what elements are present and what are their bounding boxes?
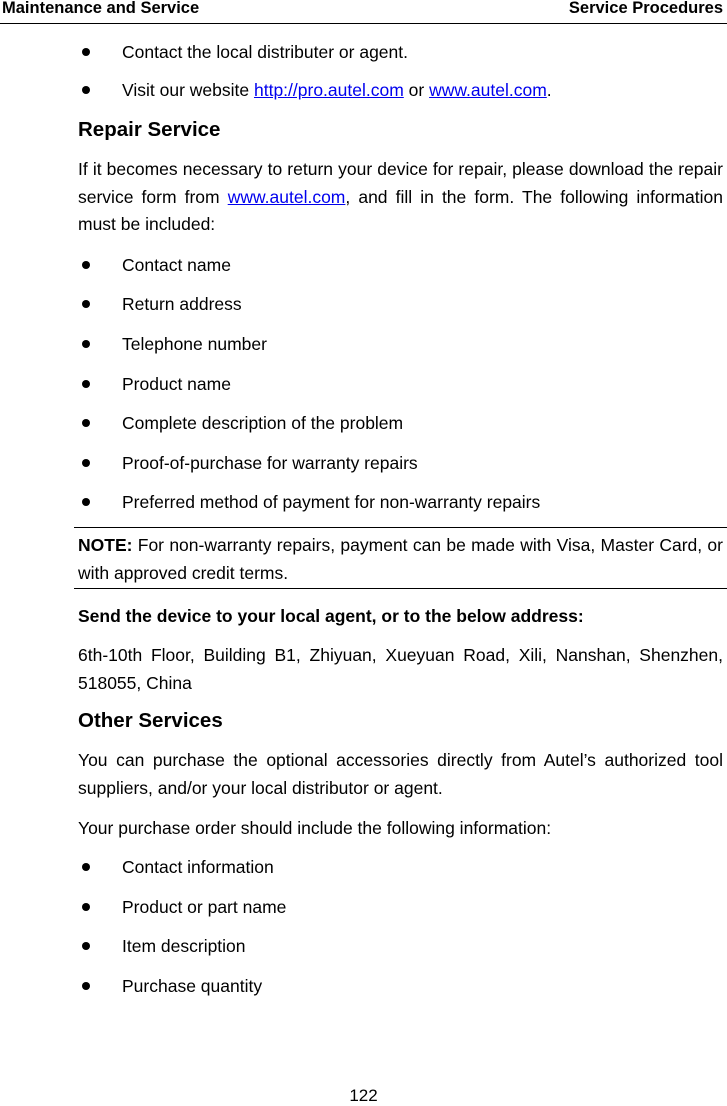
bullet-icon	[82, 300, 90, 308]
pro-autel-link[interactable]: http://pro.autel.com	[253, 80, 404, 100]
list-item-text: Complete description of the problem	[122, 413, 404, 433]
list-item	[78, 974, 718, 998]
list-item	[78, 253, 718, 277]
list-item-text: Telephone number	[122, 334, 267, 354]
bullet-icon	[82, 982, 90, 990]
list-item-text: Purchase quantity	[122, 976, 263, 996]
list-item-text: Contact name	[122, 255, 231, 275]
send-device-heading: Send the device to your local agent, or to the below address:	[78, 606, 584, 626]
bullet-icon	[82, 459, 90, 467]
list-item	[78, 40, 718, 64]
list-item-text: Contact information	[122, 857, 274, 877]
note-text: NOTE: For non-warranty repairs, payment can be made with Visa, Master Card, or with approved credit terms.	[78, 535, 723, 583]
bullet-icon	[82, 498, 90, 506]
bullet-icon	[82, 48, 90, 56]
list-item	[78, 855, 718, 879]
list-item	[78, 292, 718, 316]
repair-service-heading: Repair Service	[78, 118, 221, 141]
bullet-icon	[82, 380, 90, 388]
bullet-icon	[82, 340, 90, 348]
other-services-paragraph: You can purchase the optional accessories directly from Autel’s authorized tool suppliers, and/or your local distributor or agent.	[78, 750, 723, 798]
list-item-text: Visit our website http://pro.autel.com or www.autel.com.	[122, 80, 552, 100]
list-item	[78, 78, 718, 102]
list-item-text: Product or part name	[122, 897, 287, 917]
bullet-icon	[82, 863, 90, 871]
list-item	[78, 411, 718, 435]
repair-form-link[interactable]: www.autel.com	[227, 186, 346, 207]
bullet-icon	[82, 261, 90, 269]
list-item	[78, 490, 718, 514]
list-item-text: Item description	[122, 936, 246, 956]
list-item	[78, 332, 718, 356]
bullet-icon	[82, 419, 90, 427]
page-header	[0, 0, 727, 24]
purchase-order-intro: Your purchase order should include the following information:	[78, 818, 552, 838]
note-box	[74, 527, 727, 589]
header-chapter-title: Service Procedures	[568, 0, 723, 17]
header-section-title: Maintenance and Service	[2, 0, 200, 17]
page-number: 122	[349, 1086, 378, 1105]
list-item	[78, 451, 718, 475]
bullet-icon	[82, 903, 90, 911]
list-item-text: Product name	[122, 374, 231, 394]
list-item	[78, 372, 718, 396]
other-services-heading: Other Services	[78, 709, 223, 732]
bullet-icon	[82, 86, 90, 94]
note-label: NOTE:	[78, 535, 133, 555]
autel-website-link[interactable]: www.autel.com	[429, 80, 547, 100]
list-item	[78, 934, 718, 958]
repair-intro-paragraph: If it becomes necessary to return your device for repair, please download the repair service form from www.autel.com, and fill in the form. The following information must be included:	[78, 159, 723, 234]
list-item-text: Preferred method of payment for non-warranty repairs	[122, 492, 541, 512]
address-paragraph: 6th-10th Floor, Building B1, Zhiyuan, Xueyuan Road, Xili, Nanshan, Shenzhen, 518055, China	[78, 645, 723, 693]
bullet-icon	[82, 942, 90, 950]
list-item-text: Proof-of-purchase for warranty repairs	[122, 453, 418, 473]
list-item-text: Contact the local distributer or agent.	[122, 42, 408, 62]
list-item	[78, 895, 718, 919]
list-item-text: Return address	[122, 294, 242, 314]
